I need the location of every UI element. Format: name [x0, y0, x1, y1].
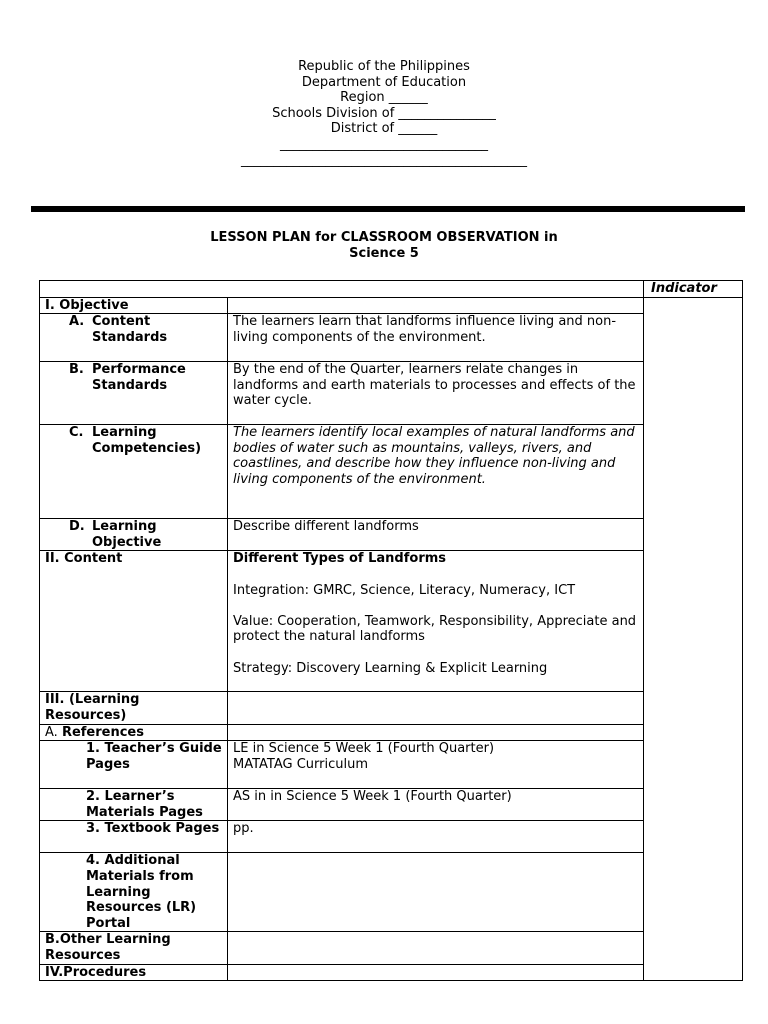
content-label: II. Content [40, 551, 228, 692]
teachers-guide-line-1: LE in Science 5 Week 1 (Fourth Quarter) [233, 741, 495, 757]
learning-objective-label [40, 519, 228, 551]
teachers-guide-line-2: MATATAG Curriculum [233, 756, 369, 772]
learning-objective-title: Learning Objective [92, 519, 162, 550]
other-learning-resources-label: B.Other Learning Resources [40, 932, 228, 964]
additional-materials-blank-cell [228, 853, 644, 932]
table-row [40, 789, 743, 821]
performance-standards-label [40, 362, 228, 425]
learning-resources-label: III. (Learning Resources) [40, 692, 228, 724]
objective-blank-cell [228, 297, 644, 314]
learning-objective-text: Describe different landforms [228, 519, 644, 551]
content-standards-text: The learners learn that landforms influence living and non-living components of the environment. [228, 314, 644, 362]
textbook-text: pp. [228, 821, 644, 853]
table-header-row [40, 281, 743, 298]
references-title: References [61, 724, 144, 740]
title-line-1: LESSON PLAN for CLASSROOM OBSERVATION in [210, 230, 558, 245]
teachers-guide-cell [40, 741, 228, 789]
procedures-blank-cell [228, 964, 644, 981]
table-row [40, 932, 743, 964]
content-details [228, 551, 644, 692]
additional-materials-cell [40, 853, 228, 932]
content-standards-letter: A. [69, 314, 85, 330]
teachers-guide-label: 1. Teacher’s Guide Pages [86, 741, 222, 772]
table-row [40, 724, 743, 741]
references-prefix: A. [45, 724, 62, 740]
learners-materials-cell [40, 789, 228, 821]
indicator-header: Indicator [644, 281, 743, 298]
teachers-guide-text [228, 741, 644, 789]
table-row [40, 821, 743, 853]
learners-materials-label: 2. Learner’s Materials Pages [86, 789, 203, 820]
table-row [40, 853, 743, 932]
additional-materials-label: 4. Additional Materials from Learning Resources (LR) Portal [86, 853, 197, 931]
learning-resources-blank-cell [228, 692, 644, 724]
indicator-column [644, 297, 743, 981]
table-row [40, 425, 743, 519]
textbook-label: 3. Textbook Pages [86, 821, 220, 837]
letterhead-blank-line-1: ________________________________ [280, 136, 488, 152]
learning-competencies-text: The learners identify local examples of natural landforms and bodies of water such as mountains, valleys, rivers, and coastlines, and describe how they influence non-living and living components of the environment. [228, 425, 644, 519]
header-divider [31, 206, 745, 212]
title-line-2: Science 5 [349, 245, 419, 261]
letterhead [0, 59, 768, 168]
learning-objective-letter: D. [69, 519, 85, 535]
content-strategy: Strategy: Discovery Learning & Explicit Learning [233, 660, 548, 676]
letterhead-department: Department of Education [301, 74, 467, 90]
performance-standards-letter: B. [69, 362, 84, 378]
table-row [40, 551, 743, 692]
document-title [0, 230, 768, 261]
lesson-plan-table [39, 280, 743, 981]
header-blank-cell [40, 281, 644, 298]
objective-label: I. Objective [40, 297, 228, 314]
learners-materials-text: AS in in Science 5 Week 1 (Fourth Quarter) [228, 789, 644, 821]
table-row [40, 964, 743, 981]
table-row [40, 692, 743, 724]
table-row [40, 362, 743, 425]
learning-competencies-title: Learning Competencies) [92, 425, 202, 456]
letterhead-republic: Republic of the Philippines [298, 59, 470, 74]
references-label [40, 724, 228, 741]
learning-competencies-letter: C. [69, 425, 84, 441]
table-row [40, 297, 743, 314]
other-learning-resources-blank-cell [228, 932, 644, 964]
references-blank-cell [228, 724, 644, 741]
procedures-label: IV.Procedures [40, 964, 228, 981]
performance-standards-title: Performance Standards [92, 362, 186, 393]
content-standards-label [40, 314, 228, 362]
letterhead-region: Region ______ [340, 90, 428, 106]
letterhead-district: District of ______ [330, 121, 438, 137]
letterhead-blank-line-2: ____________________________________________ [241, 152, 527, 168]
table-row [40, 519, 743, 551]
content-heading: Different Types of Landforms [233, 551, 447, 567]
table-row [40, 741, 743, 789]
content-value: Value: Cooperation, Teamwork, Responsibility, Appreciate and protect the natural landforms [233, 613, 637, 645]
performance-standards-text: By the end of the Quarter, learners relate changes in landforms and earth materials to processes and effects of the water cycle. [228, 362, 644, 425]
content-standards-title: Content Standards [92, 314, 168, 345]
learning-competencies-label [40, 425, 228, 519]
content-integration: Integration: GMRC, Science, Literacy, Numeracy, ICT [233, 582, 576, 598]
textbook-cell [40, 821, 228, 853]
letterhead-division: Schools Division of _______________ [272, 105, 496, 121]
table-row [40, 314, 743, 362]
